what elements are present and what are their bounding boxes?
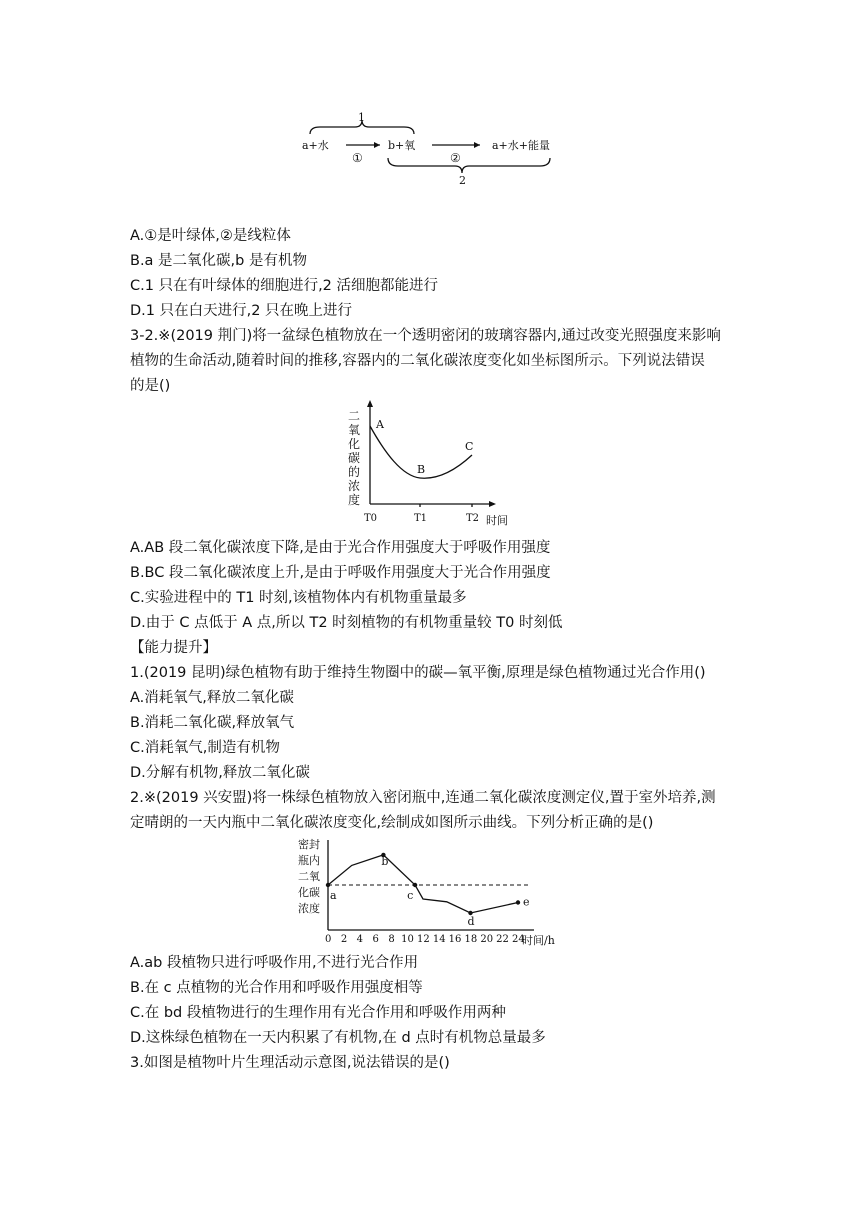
ab3-question: 3.如图是植物叶片生理活动示意图,说法错误的是() <box>130 1055 450 1071</box>
arrow-2-head <box>474 142 480 148</box>
q32-stem-line3: 的是() <box>130 378 171 394</box>
q1-option-a: A.①是叶绿体,②是线粒体 <box>130 228 291 244</box>
ab1-option-a: A.消耗氧气,释放二氧化碳 <box>130 690 294 706</box>
x-tick-label-t2: T2 <box>466 513 480 524</box>
x-tick-label: 2 <box>340 934 348 945</box>
ab1-option-c: C.消耗氧气,制造有机物 <box>130 740 280 756</box>
x-tick-label: 0 <box>325 934 332 945</box>
x-axis-arrow <box>489 501 496 507</box>
formula-mid: b+氧 <box>388 139 416 152</box>
y-axis-arrow <box>367 400 373 407</box>
arrow-1-head <box>374 142 380 148</box>
formula-left: a+水 <box>302 139 329 152</box>
ab2-option-c: C.在 bd 段植物进行的生理作用有光合作用和呼吸作用两种 <box>130 1005 506 1021</box>
x-tick-label: 14 <box>432 934 446 945</box>
y-label-char: 氧 <box>348 423 361 437</box>
data-point-a <box>326 883 330 887</box>
co2-concentration-chart <box>340 398 520 530</box>
y-label-char: 度 <box>348 493 361 507</box>
q32-stem-line2: 植物的生命活动,随着时间的推移,容器内的二氧化碳浓度变化如坐标图所示。下列说法错误 <box>130 353 705 369</box>
ab2-stem-line1: 2.※(2019 兴安盟)将一株绿色植物放入密闭瓶中,连通二氧化碳浓度测定仪,置于室外培养,测 <box>130 790 716 806</box>
y-label-char: 碳 <box>348 451 361 465</box>
x-tick-label: 24 <box>512 934 525 945</box>
photosynthesis-respiration-diagram <box>300 112 560 192</box>
x-tick-label: 18 <box>464 934 478 945</box>
point-label-c: C <box>465 440 474 453</box>
y-label-line: 二氧 <box>298 870 320 883</box>
co2-day-curve <box>328 855 518 913</box>
q32-option-d: D.由于 C 点低于 A 点,所以 T2 时刻植物的有机物重量较 T0 时刻低 <box>130 615 563 631</box>
ab1-option-d: D.分解有机物,释放二氧化碳 <box>130 765 310 781</box>
x-tick-label-t1: T1 <box>414 513 428 524</box>
x-tick-label: 12 <box>417 934 430 945</box>
brace-2 <box>388 158 550 173</box>
y-label-char: 化 <box>348 437 361 451</box>
data-point-c <box>413 883 417 887</box>
y-label-char: 的 <box>348 465 361 479</box>
x-tick-label: 4 <box>356 934 364 945</box>
co2-day-chart <box>282 836 572 950</box>
q32-option-a: A.AB 段二氧化碳浓度下降,是由于光合作用强度大于呼吸作用强度 <box>130 540 551 556</box>
data-point-e <box>516 900 520 904</box>
x-tick-label: 22 <box>496 934 509 945</box>
ab1-option-b: B.消耗二氧化碳,释放氧气 <box>130 715 295 731</box>
ab2-option-d: D.这株绿色植物在一天内积累了有机物,在 d 点时有机物总量最多 <box>130 1030 546 1046</box>
x-axis-label: 时间/h <box>522 934 555 947</box>
x-tick-label: 10 <box>401 934 414 945</box>
q32-option-b: B.BC 段二氧化碳浓度上升,是由于呼吸作用强度大于光合作用强度 <box>130 565 551 581</box>
y-label-char: 浓 <box>348 479 361 493</box>
ab2-stem-line2: 定晴朗的一天内瓶中二氧化碳浓度变化,绘制成如图所示曲线。下列分析正确的是() <box>130 815 654 831</box>
x-axis-label: 时间 <box>486 514 508 527</box>
q32-option-c: C.实验进程中的 T1 时刻,该植物体内有机物重量最多 <box>130 590 467 606</box>
x-tick-label: 20 <box>480 934 494 945</box>
y-label-line: 瓶内 <box>298 854 320 867</box>
ab2-option-a: A.ab 段植物只进行呼吸作用,不进行光合作用 <box>130 955 419 971</box>
q1-option-b: B.a 是二氧化碳,b 是有机物 <box>130 253 307 269</box>
q32-stem-line1: 3-2.※(2019 荆门)将一盆绿色植物放在一个透明密闭的玻璃容器内,通过改变光照强度来影响 <box>130 328 721 344</box>
point-label-e: e <box>523 895 530 909</box>
formula-right: a+水+能量 <box>492 139 550 152</box>
ab1-question: 1.(2019 昆明)绿色植物有助于维持生物圈中的碳—氧平衡,原理是绿色植物通过光合作用() <box>130 665 706 681</box>
x-tick-label: 8 <box>388 934 395 945</box>
x-tick-label: 16 <box>448 934 462 945</box>
y-label-char: 二 <box>348 409 361 423</box>
y-label-line: 浓度 <box>298 902 320 915</box>
y-label-line: 化碳 <box>298 886 320 899</box>
point-label-b: B <box>417 463 426 476</box>
brace-1-label: 1 <box>358 112 365 124</box>
point-label-a: A <box>376 418 384 431</box>
point-label-c: c <box>407 889 414 902</box>
point-label-b: b <box>381 854 389 868</box>
step-2-label: ② <box>450 151 461 165</box>
step-1-label: ① <box>352 151 363 165</box>
point-label-d: d <box>467 915 475 928</box>
point-label-a: a <box>330 889 337 902</box>
brace-2-label: 2 <box>459 174 466 187</box>
section-title: 【能力提升】 <box>130 640 217 656</box>
x-tick-label: 6 <box>372 934 379 945</box>
y-label-line: 密封 <box>298 838 320 851</box>
ab2-option-b: B.在 c 点植物的光合作用和呼吸作用强度相等 <box>130 980 423 996</box>
q1-option-c: C.1 只在有叶绿体的细胞进行,2 活细胞都能进行 <box>130 278 439 294</box>
x-tick-label-t0: T0 <box>364 513 378 524</box>
q1-option-d: D.1 只在白天进行,2 只在晚上进行 <box>130 303 353 319</box>
